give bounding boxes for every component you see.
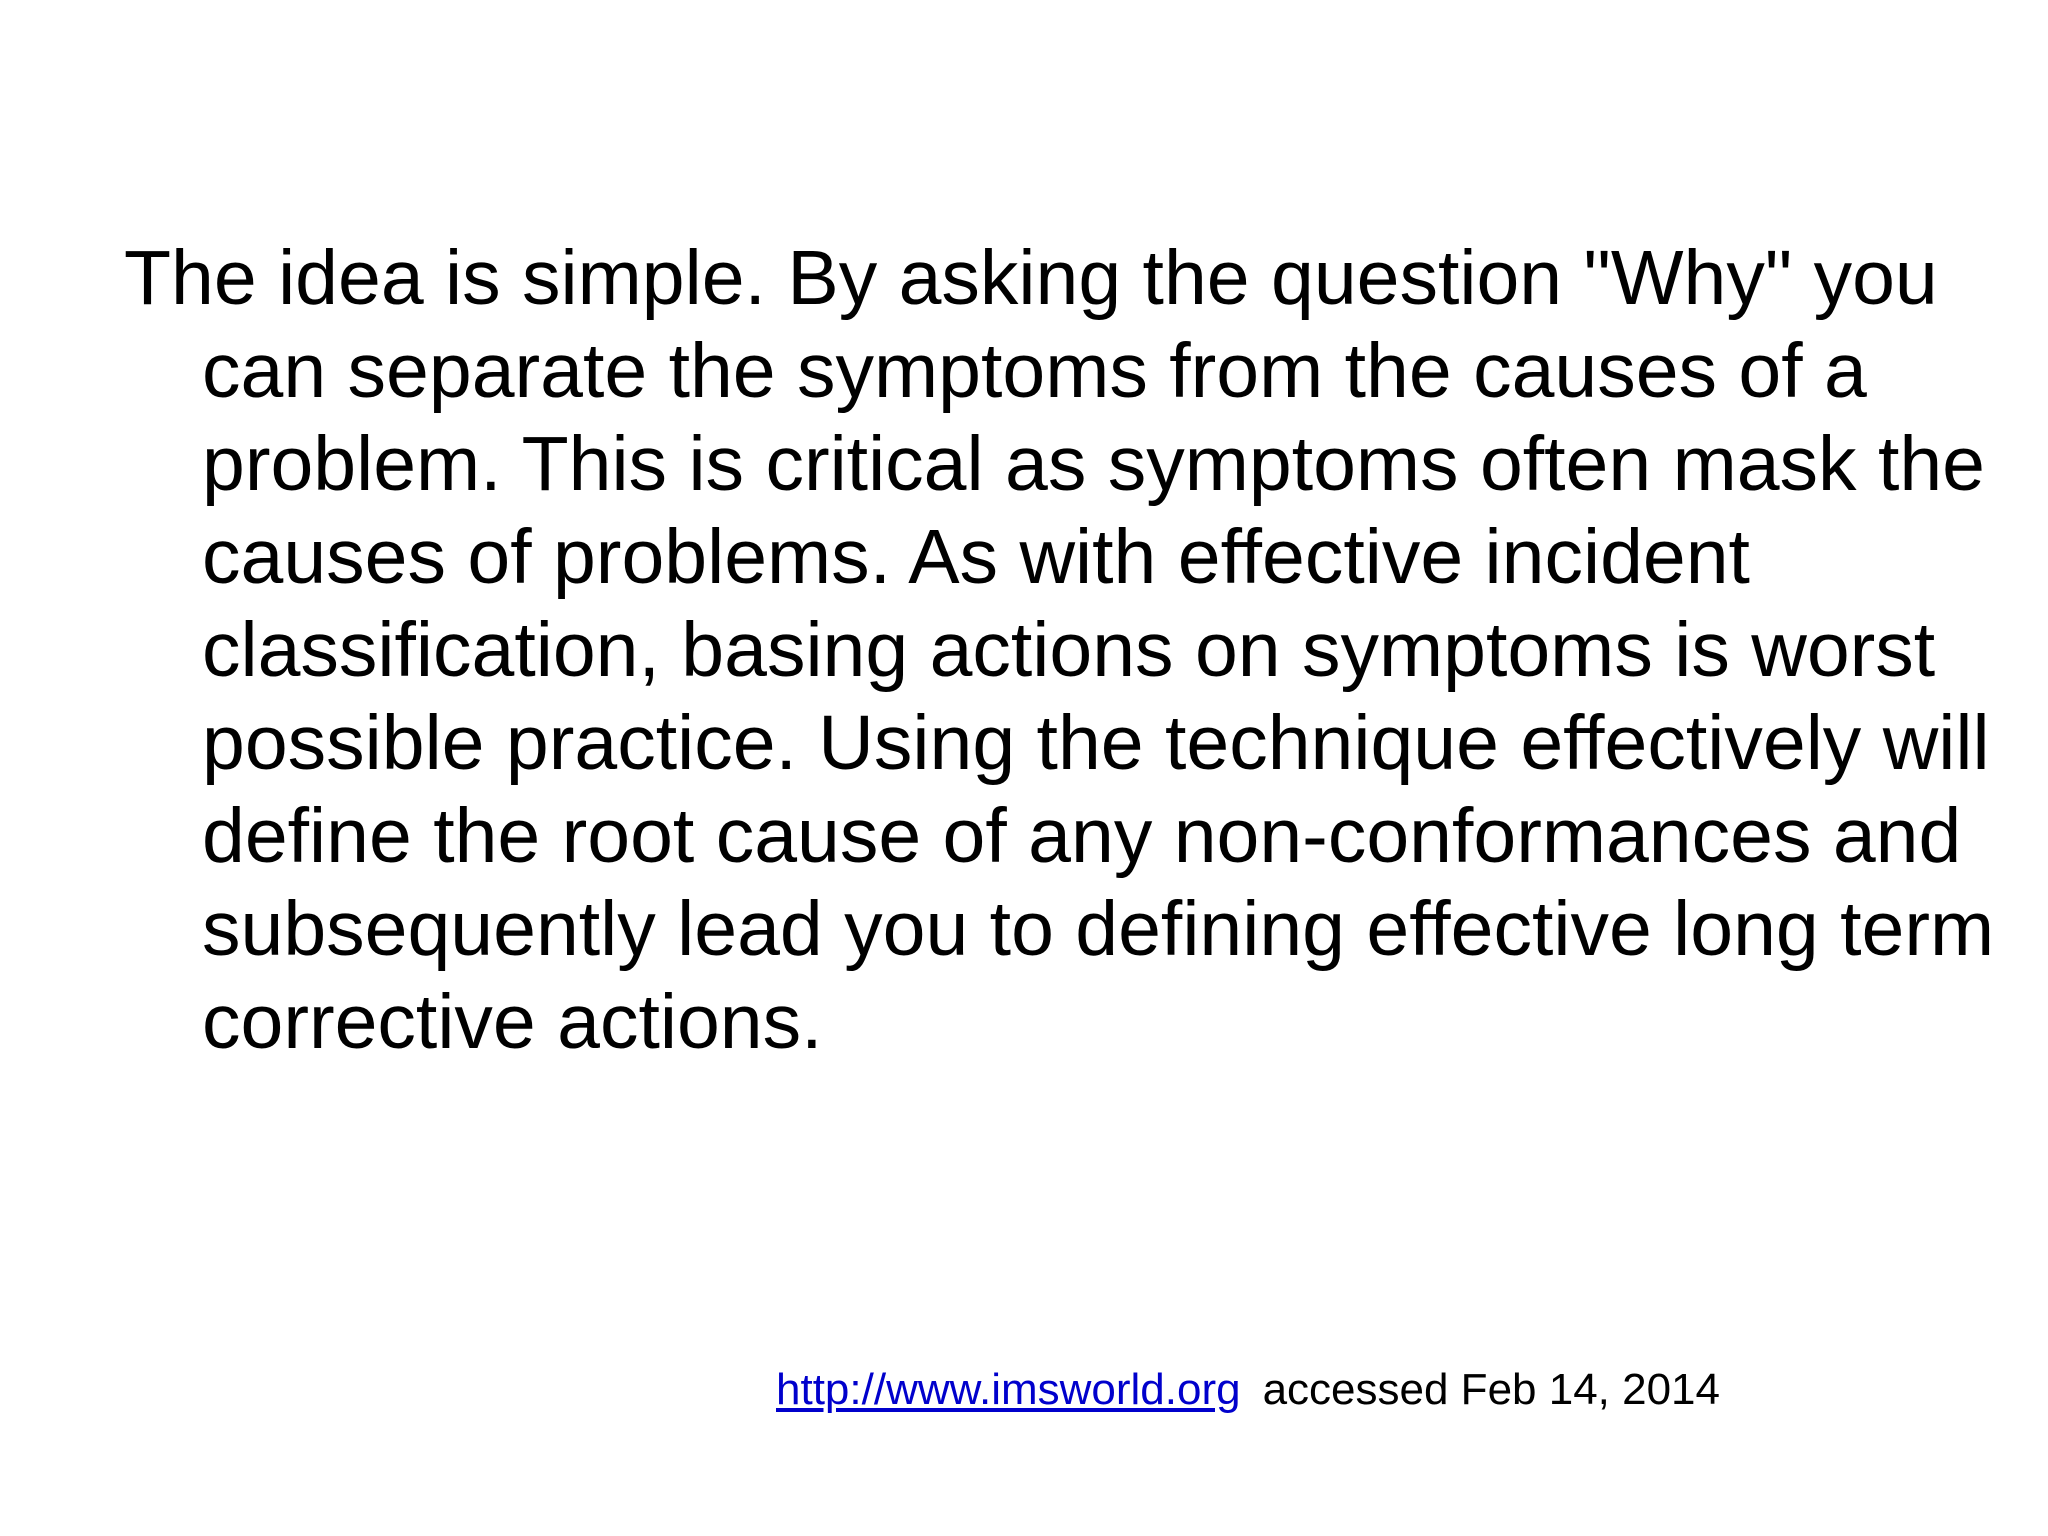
accessed-date: accessed Feb 14, 2014 (1262, 1365, 1721, 1414)
source-link[interactable]: http://www.imsworld.org (776, 1365, 1241, 1414)
slide-body-text: The idea is simple. By asking the question "Why" you can separate the symptoms from the causes of a problem. This is critical as symptoms often mask the causes of problems. As with effective incident classification, basing actions on symptoms is worst possible practice. Using the technique effectively will define the root cause of any non-conformances and subsequently lead you to defining effective long term corrective actions. (124, 235, 1995, 1065)
citation (776, 1362, 1720, 1418)
